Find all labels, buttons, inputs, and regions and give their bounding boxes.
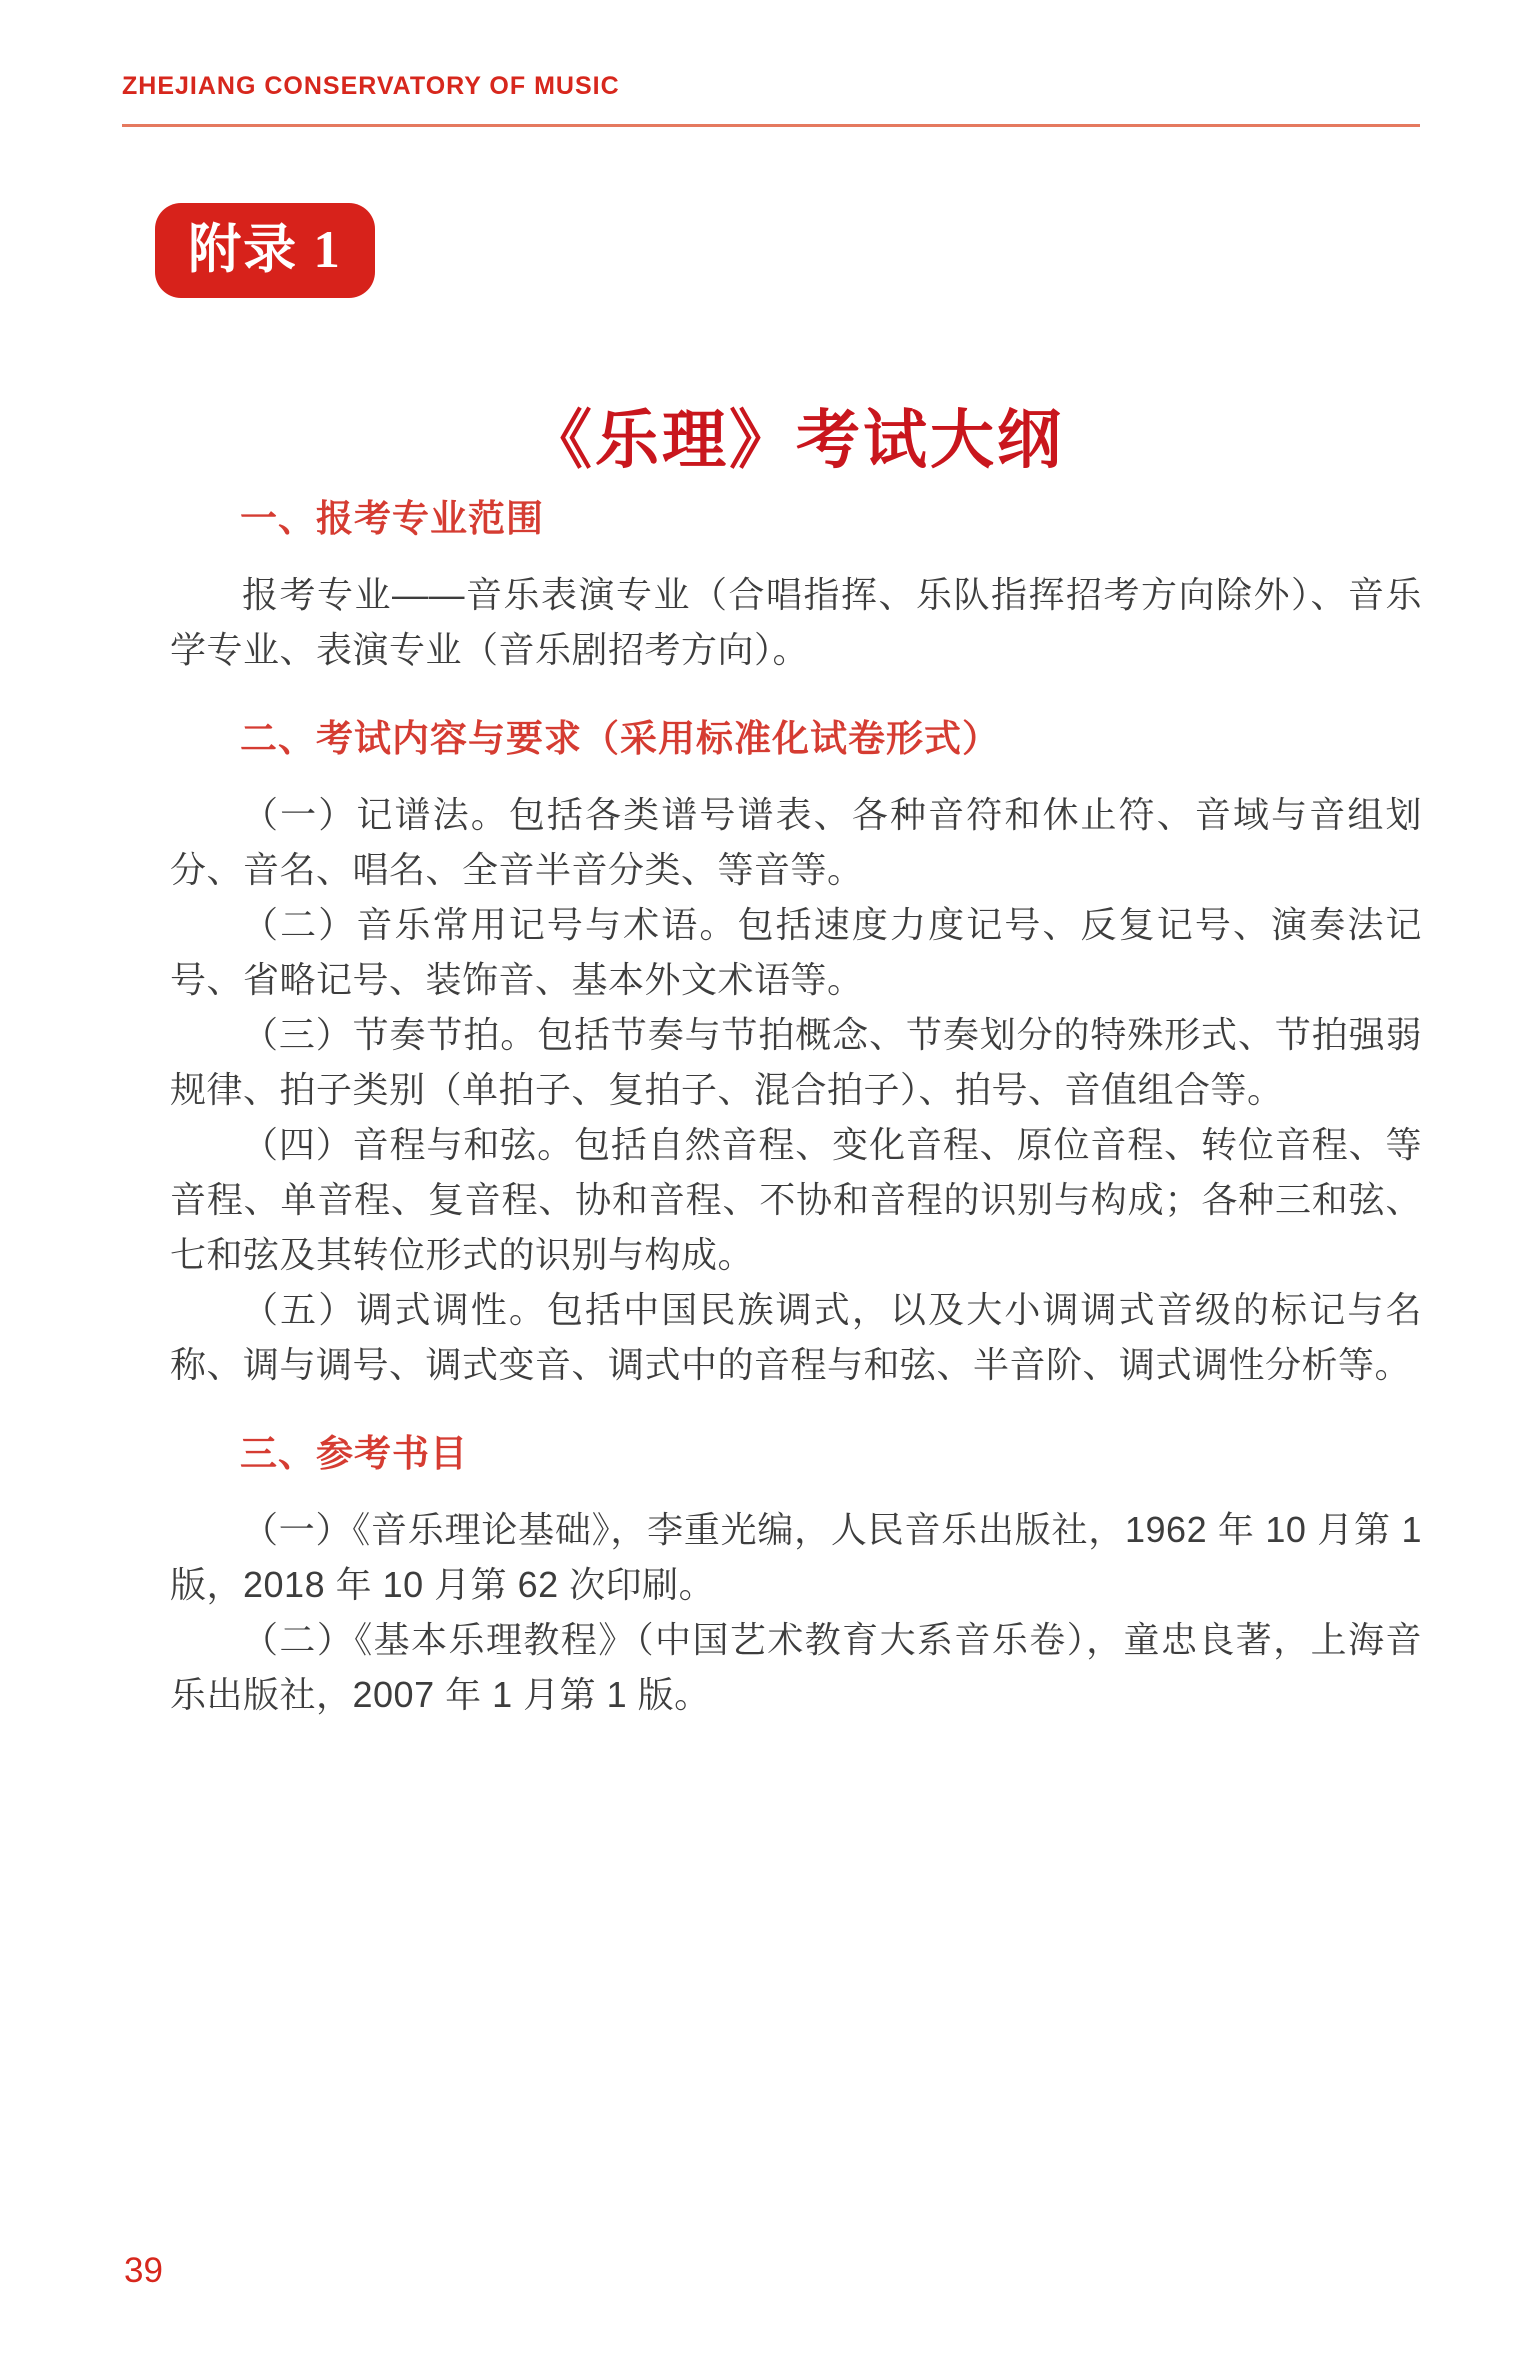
header-rule-divider bbox=[122, 124, 1420, 127]
section-reference-books bbox=[170, 1432, 1422, 1722]
header-brand: ZHEJIANG CONSERVATORY OF MUSIC bbox=[122, 72, 620, 100]
section-application-scope bbox=[170, 497, 1422, 677]
paragraph: （一）《音乐理论基础》，李重光编，人民音乐出版社，1962 年 10 月第 1 版，2018 年 10 月第 62 次印刷。 bbox=[170, 1509, 1422, 1605]
section-heading: 一、报考专业范围 bbox=[240, 498, 544, 539]
paragraph: （一）记谱法。包括各类谱号谱表、各种音符和休止符、音域与音组划分、音名、唱名、全音半音分类、等音等。 bbox=[170, 794, 1422, 890]
paragraph: （四）音程与和弦。包括自然音程、变化音程、原位音程、转位音程、等音程、单音程、复音程、协和音程、不协和音程的识别与构成；各种三和弦、七和弦及其转位形式的识别与构成。 bbox=[170, 1124, 1422, 1275]
paragraph: （二）《基本乐理教程》（中国艺术教育大系音乐卷），童忠良著，上海音乐出版社，2007 年 1 月第 1 版。 bbox=[170, 1619, 1422, 1715]
section-heading: 三、参考书目 bbox=[240, 1433, 468, 1474]
page-number: 39 bbox=[124, 2251, 163, 2290]
paragraph: （五）调式调性。包括中国民族调式，以及大小调调式音级的标记与名称、调与调号、调式变音、调式中的音程与和弦、半音阶、调式调性分析等。 bbox=[170, 1289, 1422, 1385]
section-heading: 二、考试内容与要求（采用标准化试卷形式） bbox=[240, 718, 1000, 759]
paragraph: （三）节奏节拍。包括节奏与节拍概念、节奏划分的特殊形式、节拍强弱规律、拍子类别（单拍子、复拍子、混合拍子）、拍号、音值组合等。 bbox=[170, 1014, 1422, 1110]
section-exam-content bbox=[170, 717, 1422, 1392]
page-title: 《乐理》考试大纲 bbox=[528, 404, 1064, 476]
document-body bbox=[170, 497, 1422, 1722]
paragraph: 报考专业——音乐表演专业（合唱指挥、乐队指挥招考方向除外）、音乐学专业、表演专业（音乐剧招考方向）。 bbox=[170, 574, 1422, 670]
appendix-badge: 附录 1 bbox=[155, 203, 375, 298]
paragraph: （二）音乐常用记号与术语。包括速度力度记号、反复记号、演奏法记号、省略记号、装饰音、基本外文术语等。 bbox=[170, 904, 1422, 1000]
